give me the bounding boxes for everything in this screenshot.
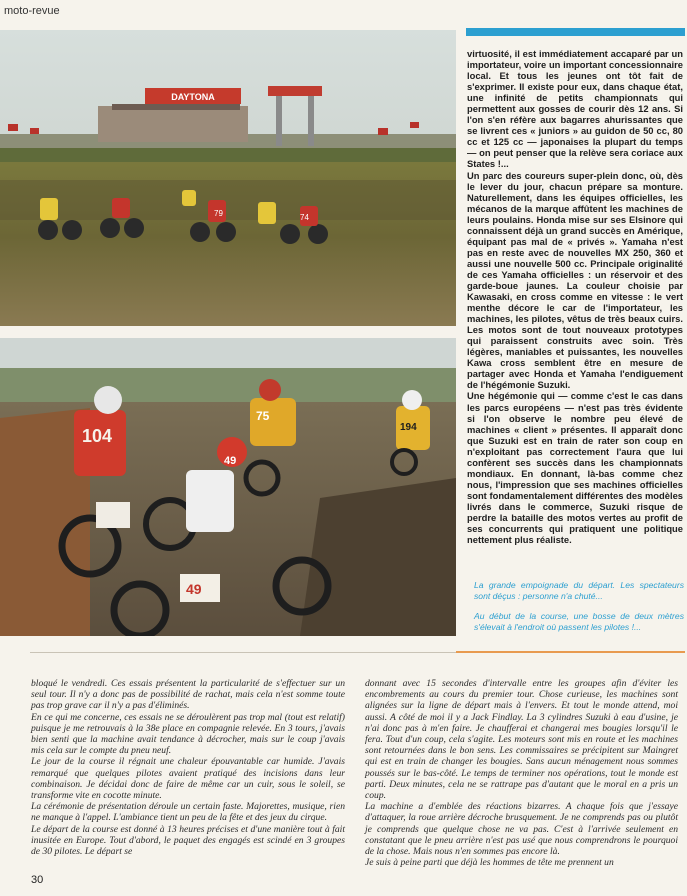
paragraph: Le départ de la course est donné à 13 heures précises et d'une manière tout à fait inusitée en Europe. Tout d'abord, le paquet des engagés est scindé en 3 groupes de 30 pilotes. Le départ se: [31, 823, 345, 858]
paragraph: Une hégémonie qui — comme c'est le cas dans les parcs européens — n'est pas très évidente si l'on observe le nombre peu élevé de machines « client » présentes. Il apparaît donc que Suzuki est en train de rater son coup en n'exploitant pas correctement l'aura que lui confèrent ses succès dans les championnats mondiaux. En donnant, là-bas comme chez nous, l'impression que ses machines officielles sont fondamentalement différentes des modèles livrés dans le commerce, Suzuki risque de perdre la bataille des motos vertes au profit de ses concurrents qui pratiquent une politique nettement plus réaliste.: [467, 390, 683, 546]
plate-79: 79: [214, 209, 223, 218]
helmet-49: 49: [224, 455, 237, 467]
narrative-left-column: [31, 678, 345, 857]
article-right-column: [467, 48, 683, 545]
magazine-section-label: moto-revue: [4, 5, 60, 17]
paragraph: Un parc des coureurs super-plein donc, où, dès le lever du jour, chacun prépare sa monture. Naturellement, dans les équipes officielles, les mécanos de la marque affûtent les machines de leurs poulains. Honda mise sur ses Elsinore qui connaissent déjà un grand succès en Amérique, équipant pas mal de « privés ». Yamaha n'est pas en reste avec de nouvelles MX 250, 360 et aussi une nouvelle 500 cc. Principale originalité de ces Yamaha officielles : un réservoir et des garde-boue jaunes. La couleur choisie par Kawasaki, en cross comme en vitesse : le vert menthe décore le car de l'importateur, les machines, les pilotes, vêtus de très beaux cuirs. Les motos sont de tout nouveaux prototypes qui paraissent construits avec soin. Très légères, maniables et puissantes, les nouvelles Kawa cross semblent être en mesure de partager avec Honda et Yamaha l'endiguement de l'hégémonie Suzuki.: [467, 169, 683, 391]
plate-104: 104: [82, 426, 113, 446]
photo-captions: [474, 580, 684, 642]
plate-75: 75: [256, 409, 270, 423]
accent-bar: [466, 28, 685, 36]
caption-bump: Au début de la course, une bosse de deux mètres s'élevait à l'endroit où passent les pilotes !...: [474, 611, 684, 632]
paragraph: bloqué le vendredi. Ces essais présentent la particularité de s'effectuer sur un seul tour. Il n'y a donc pas de possibilité de rachat, mais cela n'est somme toute pas trop grave car il n'y a pas d'éliminés.: [31, 678, 345, 712]
narrative-right-column: [365, 678, 678, 868]
daytona-sign: DAYTONA: [171, 92, 215, 102]
paragraph: virtuosité, il est immédiatement accaparé par un importateur, voire un important concessionnaire local. Et tous les jeunes ont tôt fait de s'exprimer. Il existe pour eux, dans chaque état, une infinité de petits championnats qui permettent aux gosses de courir dès 12 ans. Si l'on s'en réfère aux bagarres ahurissantes que se livrent ces « juniors » au guidon de 50 cc, 80 cc et 125 cc — japonaises la plupart du temps — on peut penser que la relève sera coriace aux States !...: [467, 48, 683, 170]
accent-divider: [456, 651, 685, 653]
paragraph: Je suis à peine parti que déjà les hommes de tête me prennent un: [365, 857, 614, 869]
plate-194: 194: [400, 422, 417, 433]
paragraph: En ce qui me concerne, ces essais ne se déroulèrent pas trop mal (tout est relatif) puisque je me retrouvais à la 38e place en compagnie relevée. En 3 tours, j'avais bien senti que la machine avait tendance à décrocher, mais sur le coup j'avais mis cela sur le compte du pneu neuf.: [31, 711, 345, 757]
paragraph: La cérémonie de présentation déroule un certain faste. Majorettes, musique, rien ne manque à l'appel. L'ambiance tient un peu de la fête et des jeux du cirque.: [31, 801, 345, 824]
plate-49: 49: [186, 581, 202, 597]
page-number: 30: [31, 874, 44, 886]
caption-start: La grande empoignade du départ. Les spectateurs sont déçus : personne n'a chuté...: [474, 580, 684, 601]
race-start-photo: [0, 30, 456, 326]
race-riders-photo: [0, 338, 456, 636]
paragraph: donnant avec 15 secondes d'intervalle entre les groupes afin d'éviter les encombrements au cours du premier tour. Chose curieuse, les machines sont alignées sur la ligne de départ mais à l'envers. Et tout le monde attend, moi aussi. A côté de moi il y a Jack Findlay. La 3 cylindres Suzuki à eau d'usine, je n'ai donc pas à m'en faire. Je chaufferai et changerai mes bougies lorsqu'il le fera. Tout d'un coup, cela s'agite. Les moteurs sont mis en route et les machines sont retournées dans le bon sens. Les commissaires se précipitent sur Maingret qui est en train de changer les bougies. Sans aucun ménagement nous sommes poussés sur le bas-côté. Le temps de terminer nos opérations, tout le monde est parti. Deux minutes, cela ne se rattrape pas d'autant que le moral en a pris un coup.: [365, 678, 678, 802]
paragraph: La machine a d'emblée des réactions bizarres. A chaque fois que j'essaye d'attaquer, la roue arrière décroche brusquement. Je ne comprends pas ou plutôt je comprends que quelque chose ne va pas. C'est à l'arrivée seulement en constatant que le pneu arrière n'est pas usé que nous comprendrons le pourquoi de la chose. Mais nous n'en sommes pas encore là.: [365, 801, 678, 858]
plate-74: 74: [300, 213, 309, 222]
paragraph: Le jour de la course il régnait une chaleur épouvantable car humide. J'avais remarqué que quelques pilotes avaient pratiqué des incisions dans leur combinaison. Je décidai donc de faire de même car un cuir, sous le soleil, se transforme vite en cocotte minute.: [31, 756, 345, 802]
